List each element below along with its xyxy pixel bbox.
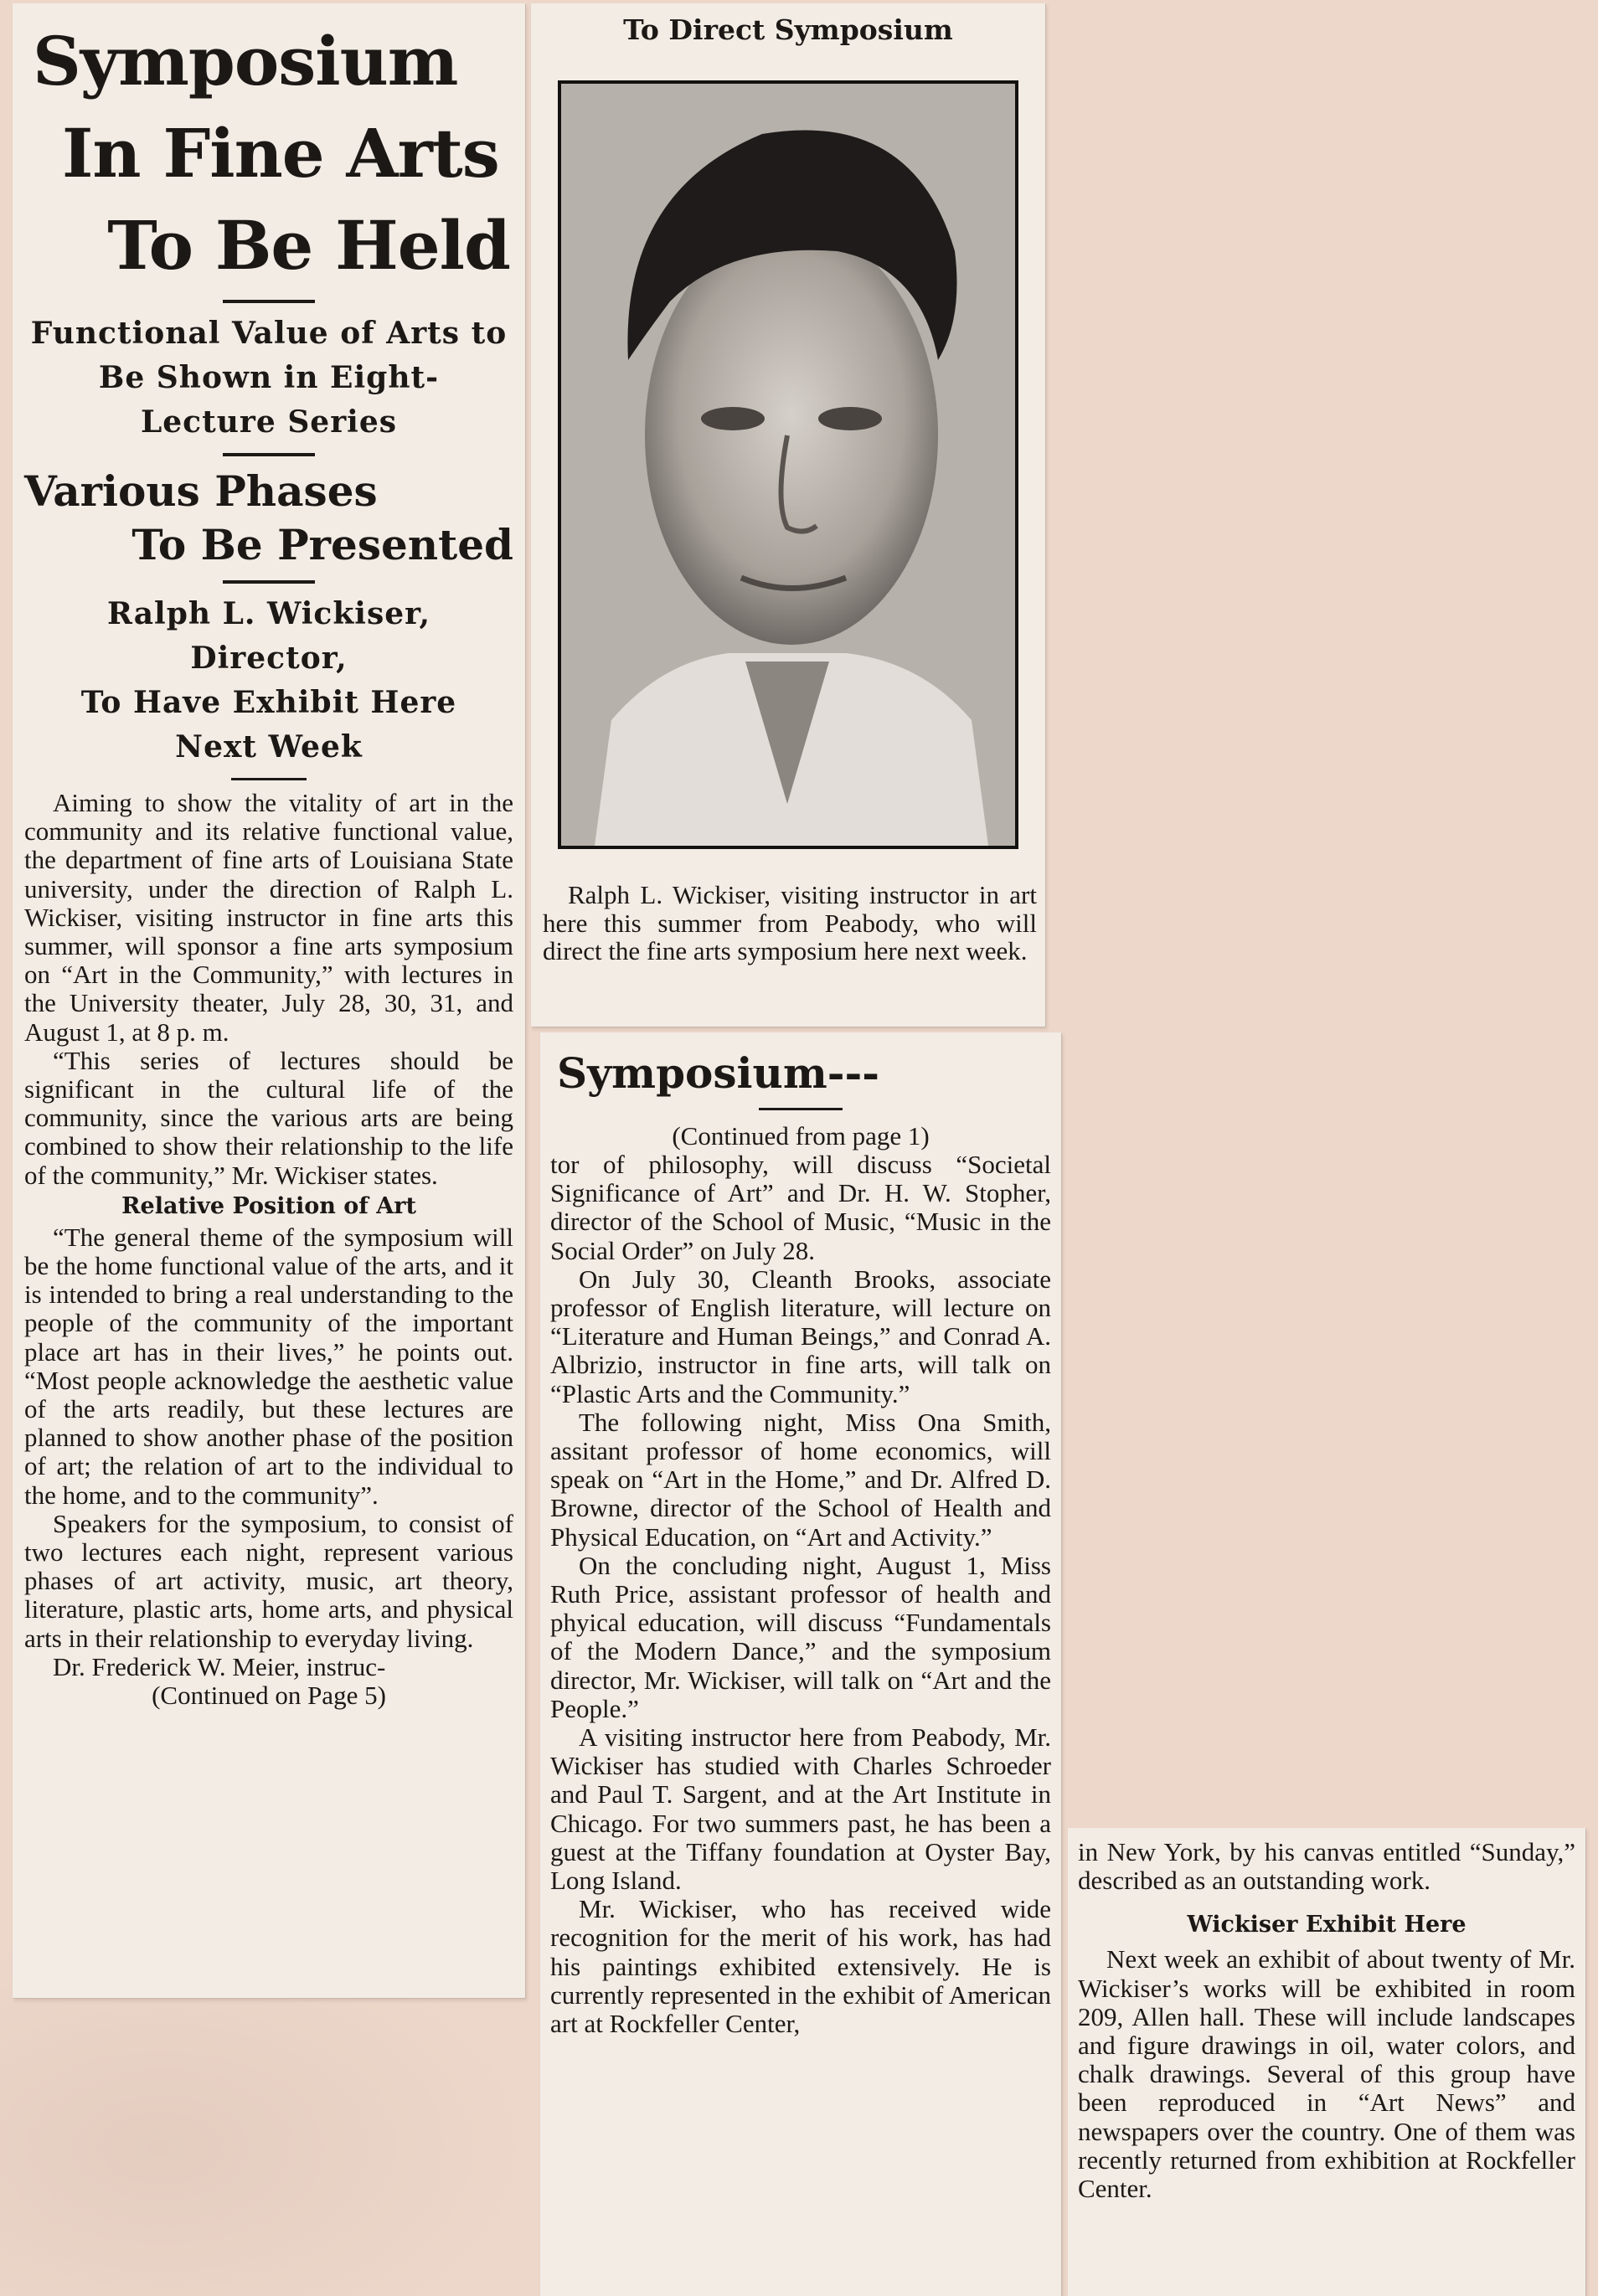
deck-line: To Be Presented (131, 520, 513, 569)
photo-caption (543, 881, 1037, 965)
subdeck-line: Be Shown in Eight- (98, 360, 440, 395)
photo-label: To Direct Symposium (623, 13, 953, 46)
divider (223, 580, 315, 584)
subdeck-line: Next Week (175, 729, 363, 764)
continued-on-note: (Continued on Page 5) (152, 1681, 386, 1711)
subdeck-line: To Have Exhibit Here (80, 685, 457, 720)
divider (223, 300, 315, 303)
deck-line: Various Phases (24, 466, 378, 516)
paragraph: tor of philosophy, will discuss “Societal Significance of Art” and Dr. H. W. Stopher, director of the School of Music, “Music in the Social Order” on July 28. (550, 1150, 1051, 1265)
section-subhead: Wickiser Exhibit Here (1187, 1912, 1467, 1938)
continuation-clipping (540, 1032, 1061, 2296)
section-subhead: Relative Position of Art (121, 1192, 416, 1219)
subdeck-line: Functional Value of Arts to (30, 316, 508, 351)
divider (231, 778, 307, 780)
final-clipping (1068, 1828, 1585, 2296)
subheadline-director-exhibit (24, 592, 513, 770)
caption-text: Ralph L. Wickiser, visiting instructor in art here this summer from Peabody, who will direct the fine arts symposium here next week. (543, 880, 1037, 966)
paragraph: in New York, by his canvas entitled “Sunday,” described as an outstanding work. (1078, 1837, 1575, 1896)
subdeck-line: Ralph L. Wickiser, Director, (106, 596, 431, 676)
paragraph: Next week an exhibit of about twenty of Mr. Wickiser’s works will be exhibited in room 209, Allen hall. These will include landscapes and figure drawings in oil, water colors, and chalk drawings. Several of this group have been reproduced in “Art News” and newspapers over the country. One of them was recently returned from exhibition at Rockfeller Center. (1078, 1944, 1575, 2204)
final-body (1078, 1838, 1575, 2203)
article-body (24, 789, 513, 1710)
paragraph: Dr. Frederick W. Meier, instruc- (53, 1651, 386, 1681)
portrait-photo (558, 80, 1018, 849)
photo-clipping (531, 3, 1045, 1027)
subheadline-functional-value (24, 311, 513, 445)
divider (223, 453, 315, 456)
continued-from-note: (Continued from page 1) (672, 1121, 930, 1151)
paragraph: Mr. Wickiser, who has received wide recognition for the merit of his work, has had his paintings exhibited extensively. He is currently represented in the exhibit of American art at Rockfeller Center, (550, 1894, 1051, 2039)
divider (759, 1108, 843, 1110)
portrait-illustration (561, 84, 1015, 846)
article-headline (24, 15, 513, 291)
continuation-body (550, 1122, 1051, 2038)
main-article-clipping (13, 3, 525, 1998)
paragraph: On July 30, Cleanth Brooks, associate professor of English literature, will lecture on “Literature and Human Beings,” and Conrad A. Albrizio, instructor in fine arts, will talk on “Plastic Arts and the Community.” (550, 1264, 1051, 1408)
paragraph: On the concluding night, August 1, Miss Ruth Price, assistant professor of health and phyical education, will discuss “Fundamentals of the Modern Dance,” and the symposium director, Mr. Wickiser, will talk on “Art and the People.” (550, 1550, 1051, 1723)
subdeck-line: Lecture Series (140, 404, 398, 440)
continuation-heading: Symposium--- (557, 1048, 880, 1098)
headline-line: To Be Held (107, 206, 510, 285)
headline-line: Symposium (33, 22, 458, 100)
paragraph: A visiting instructor here from Peabody, Mr. Wickiser has studied with Charles Schroeder and Paul T. Sargent, and at the Art Institute in Chicago. For two summers past, he has been a guest at the Tiffany foundation at Oyster Bay, Long Island. (550, 1722, 1051, 1896)
paragraph: “This series of lectures should be significant in the cultural life of the community, since the various arts are being combined to show their relationship to the life of the community,” Mr. Wickiser states. (24, 1045, 513, 1190)
subheadline-various-phases (24, 465, 513, 572)
headline-line: In Fine Arts (62, 114, 499, 193)
paragraph: Aiming to show the vitality of art in the community and its relative functional value, the department of fine arts of Louisiana State university, under the direction of Ralph L. Wickiser, visiting instructor in fine arts this summer, will sponsor a fine arts symposium on “Art in the Community,” with lectures in the University theater, July 28, 30, 31, and August 1, at 8 p. m. (24, 788, 513, 1047)
paragraph: Speakers for the symposium, to consist of two lectures each night, represent various phases of art activity, music, art theory, literature, plastic arts, home arts, and physical arts in their relationship to everyday living. (24, 1508, 513, 1653)
paragraph: The following night, Miss Ona Smith, assitant professor of home economics, will speak on “Art in the Home,” and Dr. Alfred D. Browne, director of the School of Health and Physical Education, on “Art and Activity.” (550, 1407, 1051, 1552)
paragraph: “The general theme of the symposium will be the home functional value of the arts, and it is intended to bring a real understanding to the people of the community of the important place art has in their lives,” he points out. “Most people acknowledge the aesthetic value of the arts readily, but these lectures are planned to show another phase of the position of art; the relation of art to the individual to the home, and to the community”. (24, 1222, 513, 1510)
